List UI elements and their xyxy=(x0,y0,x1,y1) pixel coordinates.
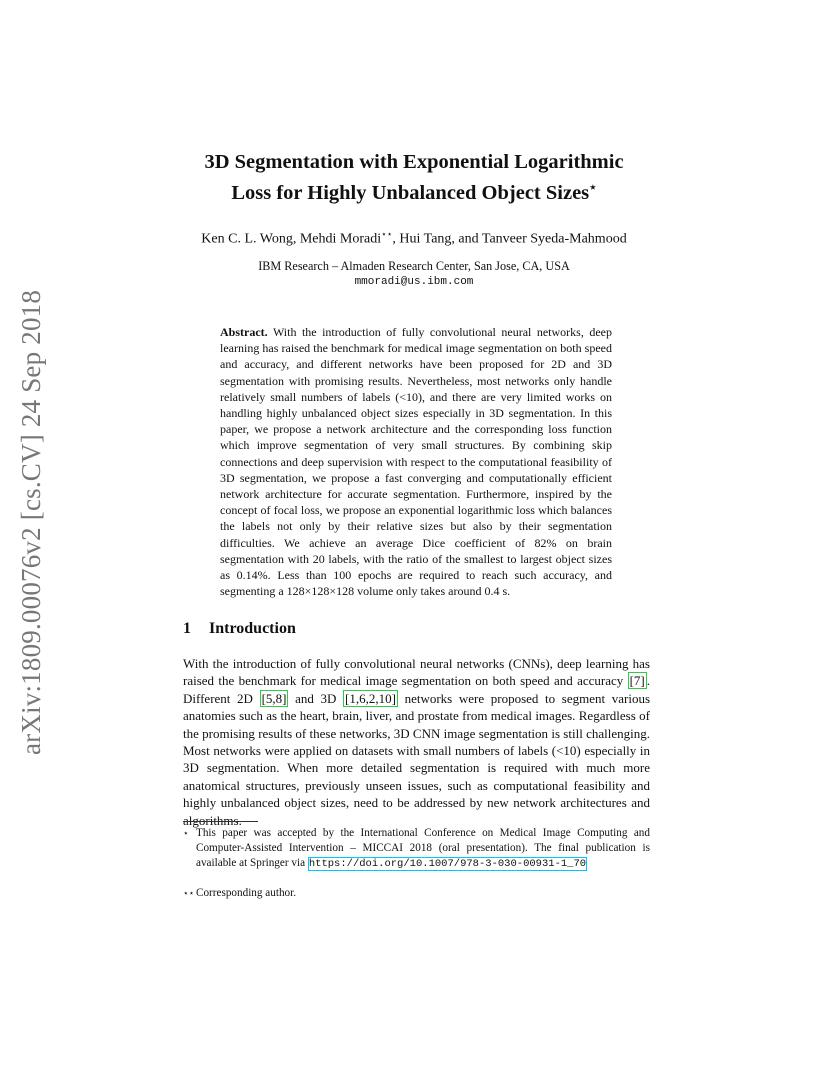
title-line-2-text: Loss for Highly Unbalanced Object Sizes xyxy=(231,181,590,204)
footnote-rule xyxy=(183,821,258,822)
doi-link[interactable]: https://doi.org/10.1007/978-3-030-00931-1_70 xyxy=(308,858,587,870)
intro-text-3: and 3D xyxy=(288,690,344,706)
citation-link[interactable]: [7] xyxy=(629,673,645,689)
authors xyxy=(120,229,708,248)
section-number: 1 xyxy=(183,620,191,637)
abstract-text: With the introduction of fully convolutional neural networks, deep learning has raised the benchmark for medical image segmentation on both speed and accuracy, and different networks have been proposed for 2D and 3D segmentation with promising results. Nevertheless, most networks only handle relatively small numbers of labels (<10), and there are very limited works on handling highly unbalanced object sizes especially in 3D segmentation. In this paper, we propose a network architecture and the corresponding loss function which improve segmentation of very small structures. By combining skip connections and deep supervision with respect to the computational feasibility of 3D segmentation, we propose a fast converging and computationally efficient network architecture for accurate segmentation. Furthermore, inspired by the concept of focal loss, we propose an exponential logarithmic loss which balances the labels not only by their relative sizes but also by their segmentation difficulties. We achieve an average Dice coefficient of 82% on brain segmentation with 20 labels, with the ratio of the smallest to largest object sizes as 0.14%. Less than 100 epochs are required to reach such accuracy, and segmenting a 128×128×128 volume only takes around 0.4 s. xyxy=(220,325,612,599)
abstract xyxy=(220,324,612,599)
footnote-1-text: This paper was accepted by the International Conference on Medical Image Computing and Computer-Assisted Intervention – MICCAI 2018 (oral presentation). The final publication is available at Springer via xyxy=(196,827,650,869)
affiliation-block xyxy=(120,258,708,290)
abstract-label: Abstract. xyxy=(220,325,268,339)
intro-paragraph xyxy=(183,655,650,829)
affiliation: IBM Research – Almaden Research Center, San Jose, CA, USA xyxy=(258,259,570,273)
title-line-2 xyxy=(120,175,708,206)
intro-text-4: networks were proposed to segment various anatomies such as the heart, brain, liver, and prostate from medical images. Regardless of the promising results of these networks, 3D CNN image segmentation is still challenging. Most networks were applied on datasets with small numbers of labels (<10) especially in 3D segmentation. When more detailed segmentation is required with much more anatomical structures, previously unseen issues, such as computational feasibility and highly unbalanced object sizes, need to be addressed by new network architectures and algorithms. xyxy=(183,690,650,828)
title-footnote-mark: ⋆ xyxy=(589,180,597,194)
footnote-2-text: Corresponding author. xyxy=(196,887,297,899)
citation-link[interactable]: [1,6,2,10] xyxy=(345,690,396,706)
authors-part-b: , Hui Tang, and Tanveer Syeda-Mahmood xyxy=(392,231,627,247)
authors-part-a: Ken C. L. Wong, Mehdi Moradi xyxy=(201,231,382,247)
intro-text-2: . Different 2D xyxy=(183,673,650,706)
title-line-1: 3D Segmentation with Exponential Logarithmic xyxy=(204,151,624,173)
author-footnote-mark: ⋆⋆ xyxy=(381,229,393,239)
arxiv-id: arXiv:1809.00076v2 [cs.CV] 24 Sep 2018 xyxy=(16,289,46,755)
section-heading xyxy=(183,620,296,638)
footnote-2 xyxy=(183,886,650,901)
section-title: Introduction xyxy=(209,620,296,637)
intro-text-1: With the introduction of fully convolutional neural networks (CNNs), deep learning has raised the benchmark for medical image segmentation on both speed and accuracy xyxy=(183,656,650,689)
footnote-2-mark: ⋆⋆ xyxy=(183,888,195,898)
email: mmoradi@us.ibm.com xyxy=(354,276,474,288)
footnote-1-mark: ⋆ xyxy=(183,828,189,838)
paper-title xyxy=(120,150,708,206)
footnote-1 xyxy=(183,826,650,872)
arxiv-stamp xyxy=(13,290,49,755)
citation-link[interactable]: [5,8] xyxy=(261,690,287,706)
